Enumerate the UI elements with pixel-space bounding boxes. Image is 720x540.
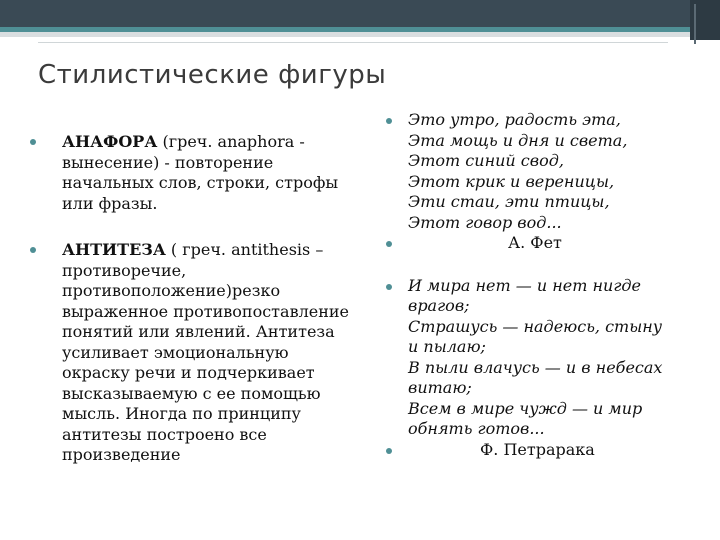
author-fet-item — [378, 233, 708, 254]
antithesis-term: АНТИТЕЗА — [62, 240, 166, 259]
poem-petrarch — [378, 276, 708, 440]
author-fet: А. Фет — [508, 233, 562, 252]
author-petrarch-item — [378, 440, 708, 461]
top-bar — [0, 0, 720, 27]
spacer — [378, 254, 708, 276]
antithesis-definition: ( греч. antithesis – противоречие, противоположение)резко выраженное противопоставление понятий или явлений. Антитеза усиливает эмоциональную окраску речи и подчеркивает высказываемую с ее помощью мысль. Иногда по принципу антитезы построено все произведение — [62, 240, 350, 464]
bullet-icon — [386, 241, 392, 247]
anaphora-definition: (греч. anaphora - вынесение) - повторение начальных слов, строки, строфы или фразы. — [62, 132, 339, 213]
corner-line-decoration — [694, 4, 696, 44]
poem-line: врагов; — [408, 296, 470, 315]
poem-line: Эти стаи, эти птицы, — [408, 192, 610, 211]
bullet-icon — [386, 284, 392, 290]
bullet-icon — [30, 139, 36, 145]
poem-line: обнять готов... — [408, 419, 545, 438]
top-light-strip — [0, 32, 720, 37]
poem-line: Этот говор вод... — [408, 212, 562, 232]
poem-line: Этот крик и вереницы, — [408, 171, 615, 191]
anaphora-term: АНАФОРА — [62, 132, 158, 151]
title-rule — [38, 42, 668, 43]
poem-line: Страшусь — надеюсь, стыну — [408, 316, 663, 336]
bullet-icon — [30, 247, 36, 253]
antithesis-item — [22, 240, 357, 466]
slide-title: Стилистические фигуры — [38, 60, 387, 90]
poem-line: Этот синий свод, — [408, 151, 564, 170]
poem-line: витаю; — [408, 378, 472, 397]
author-petrarch: Ф. Петрарака — [480, 439, 595, 459]
poem-line: Эта мощь и дня и света, — [408, 130, 628, 150]
bullet-icon — [386, 448, 392, 454]
left-column — [22, 132, 357, 466]
anaphora-item — [22, 132, 357, 214]
poem-line: Это утро, радость эта, — [408, 110, 621, 129]
poem-line: И мира нет — и нет нигде — [408, 275, 642, 295]
right-column — [378, 110, 708, 460]
poem-fet — [378, 110, 708, 233]
poem-line: и пылаю; — [408, 337, 486, 356]
poem-line: В пыли влачусь — и в небесах — [408, 357, 663, 377]
poem-line: Всем в мире чужд — и мир — [408, 398, 643, 418]
bullet-icon — [386, 118, 392, 124]
